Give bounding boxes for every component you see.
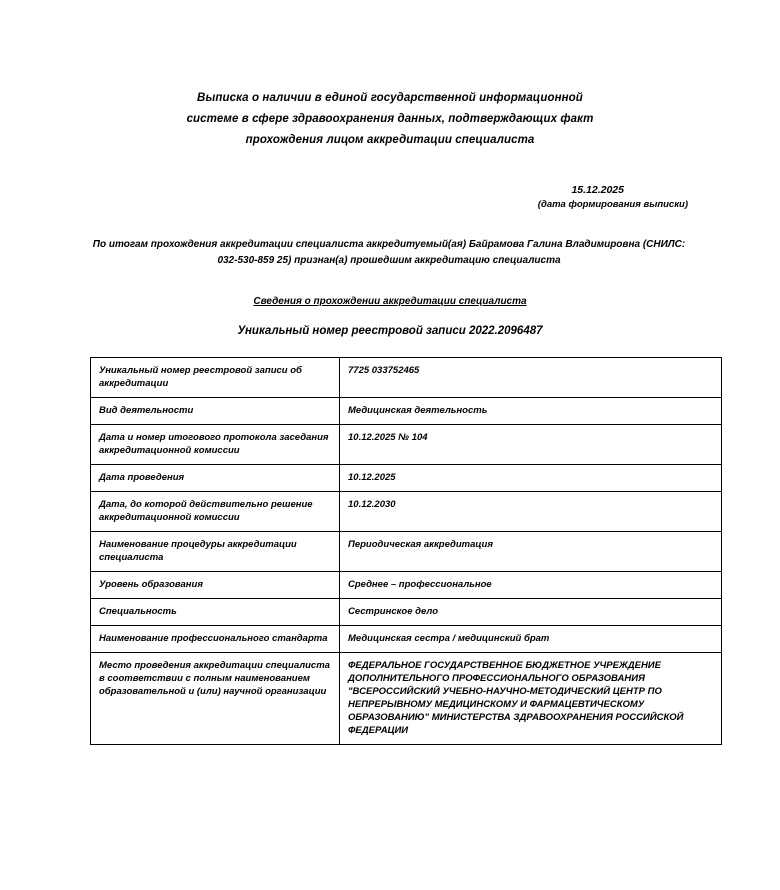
row-value: Периодическая аккредитация (340, 532, 722, 572)
table-row (91, 653, 722, 745)
row-value: 7725 033752465 (340, 358, 722, 398)
table-row (91, 572, 722, 599)
section-heading-text: Сведения о прохождении аккредитации специалиста (253, 296, 527, 307)
row-value: Среднее – профессиональное (340, 572, 722, 599)
registry-record-number: Уникальный номер реестровой записи 2022.2096487 (237, 325, 543, 337)
row-label: Дата и номер итогового протокола заседания аккредитационной комиссии (91, 425, 340, 465)
row-label: Дата, до которой действительно решение аккредитационной комиссии (91, 492, 340, 532)
issue-date-value: 15.12.2025 (571, 184, 624, 196)
section-heading (0, 295, 780, 309)
row-label: Специальность (91, 599, 340, 626)
row-value: 10.12.2030 (340, 492, 722, 532)
row-label: Уровень образования (91, 572, 340, 599)
page-title-line-2: системе в сфере здравоохранения данных, подтверждающих факт (186, 113, 594, 125)
row-label: Уникальный номер реестровой записи об аккредитации (91, 358, 340, 398)
row-label: Место проведения аккредитации специалиста в соответствии с полным наименованием образовательной и (или) научной организации (91, 653, 340, 745)
table-row (91, 599, 722, 626)
issue-date-caption: (дата формирования выписки) (537, 199, 688, 210)
row-value: 10.12.2025 (340, 465, 722, 492)
table-row (91, 465, 722, 492)
row-value: Сестринское дело (340, 599, 722, 626)
page-title (90, 88, 690, 151)
row-value: 10.12.2025 № 104 (340, 425, 722, 465)
row-label: Дата проведения (91, 465, 340, 492)
row-value: ФЕДЕРАЛЬНОЕ ГОСУДАРСТВЕННОЕ БЮДЖЕТНОЕ УЧРЕЖДЕНИЕ ДОПОЛНИТЕЛЬНОГО ПРОФЕССИОНАЛЬНОГО ОБРАЗОВАНИЯ "ВСЕРОССИЙСКИЙ УЧЕБНО-НАУЧНО-МЕТОДИЧЕСКИЙ ЦЕНТР ПО НЕПРЕРЫВНОМУ МЕДИЦИНСКОМУ И ФАРМАЦЕВТИЧЕСКОМУ ОБРАЗОВАНИЮ" МИНИСТЕРСТВА ЗДРАВООХРАНЕНИЯ РОССИЙСКОЙ ФЕДЕРАЦИИ (340, 653, 722, 745)
summary-line-2: 032-530-859 25) признан(а) прошедшим аккредитацию специалиста (217, 255, 561, 266)
row-value: Медицинская деятельность (340, 398, 722, 425)
table-row (91, 626, 722, 653)
row-value: Медицинская сестра / медицинский брат (340, 626, 722, 653)
row-label: Наименование профессионального стандарта (91, 626, 340, 653)
page-title-line-3: прохождения лицом аккредитации специалиста (245, 134, 535, 146)
summary-line-1: По итогам прохождения аккредитации специалиста аккредитуемый(ая) Байрамова Галина Владимировна (СНИЛС: (92, 239, 686, 250)
row-label: Наименование процедуры аккредитации специалиста (91, 532, 340, 572)
accreditation-info-table (90, 357, 722, 745)
table-row (91, 358, 722, 398)
table-row (91, 425, 722, 465)
issue-date-block (0, 183, 688, 213)
table-row (91, 532, 722, 572)
table-row (91, 492, 722, 532)
row-label: Вид деятельности (91, 398, 340, 425)
table-row (91, 398, 722, 425)
page-title-line-1: Выписка о наличии в единой государственной информационной (197, 92, 583, 104)
summary-paragraph (90, 237, 688, 269)
